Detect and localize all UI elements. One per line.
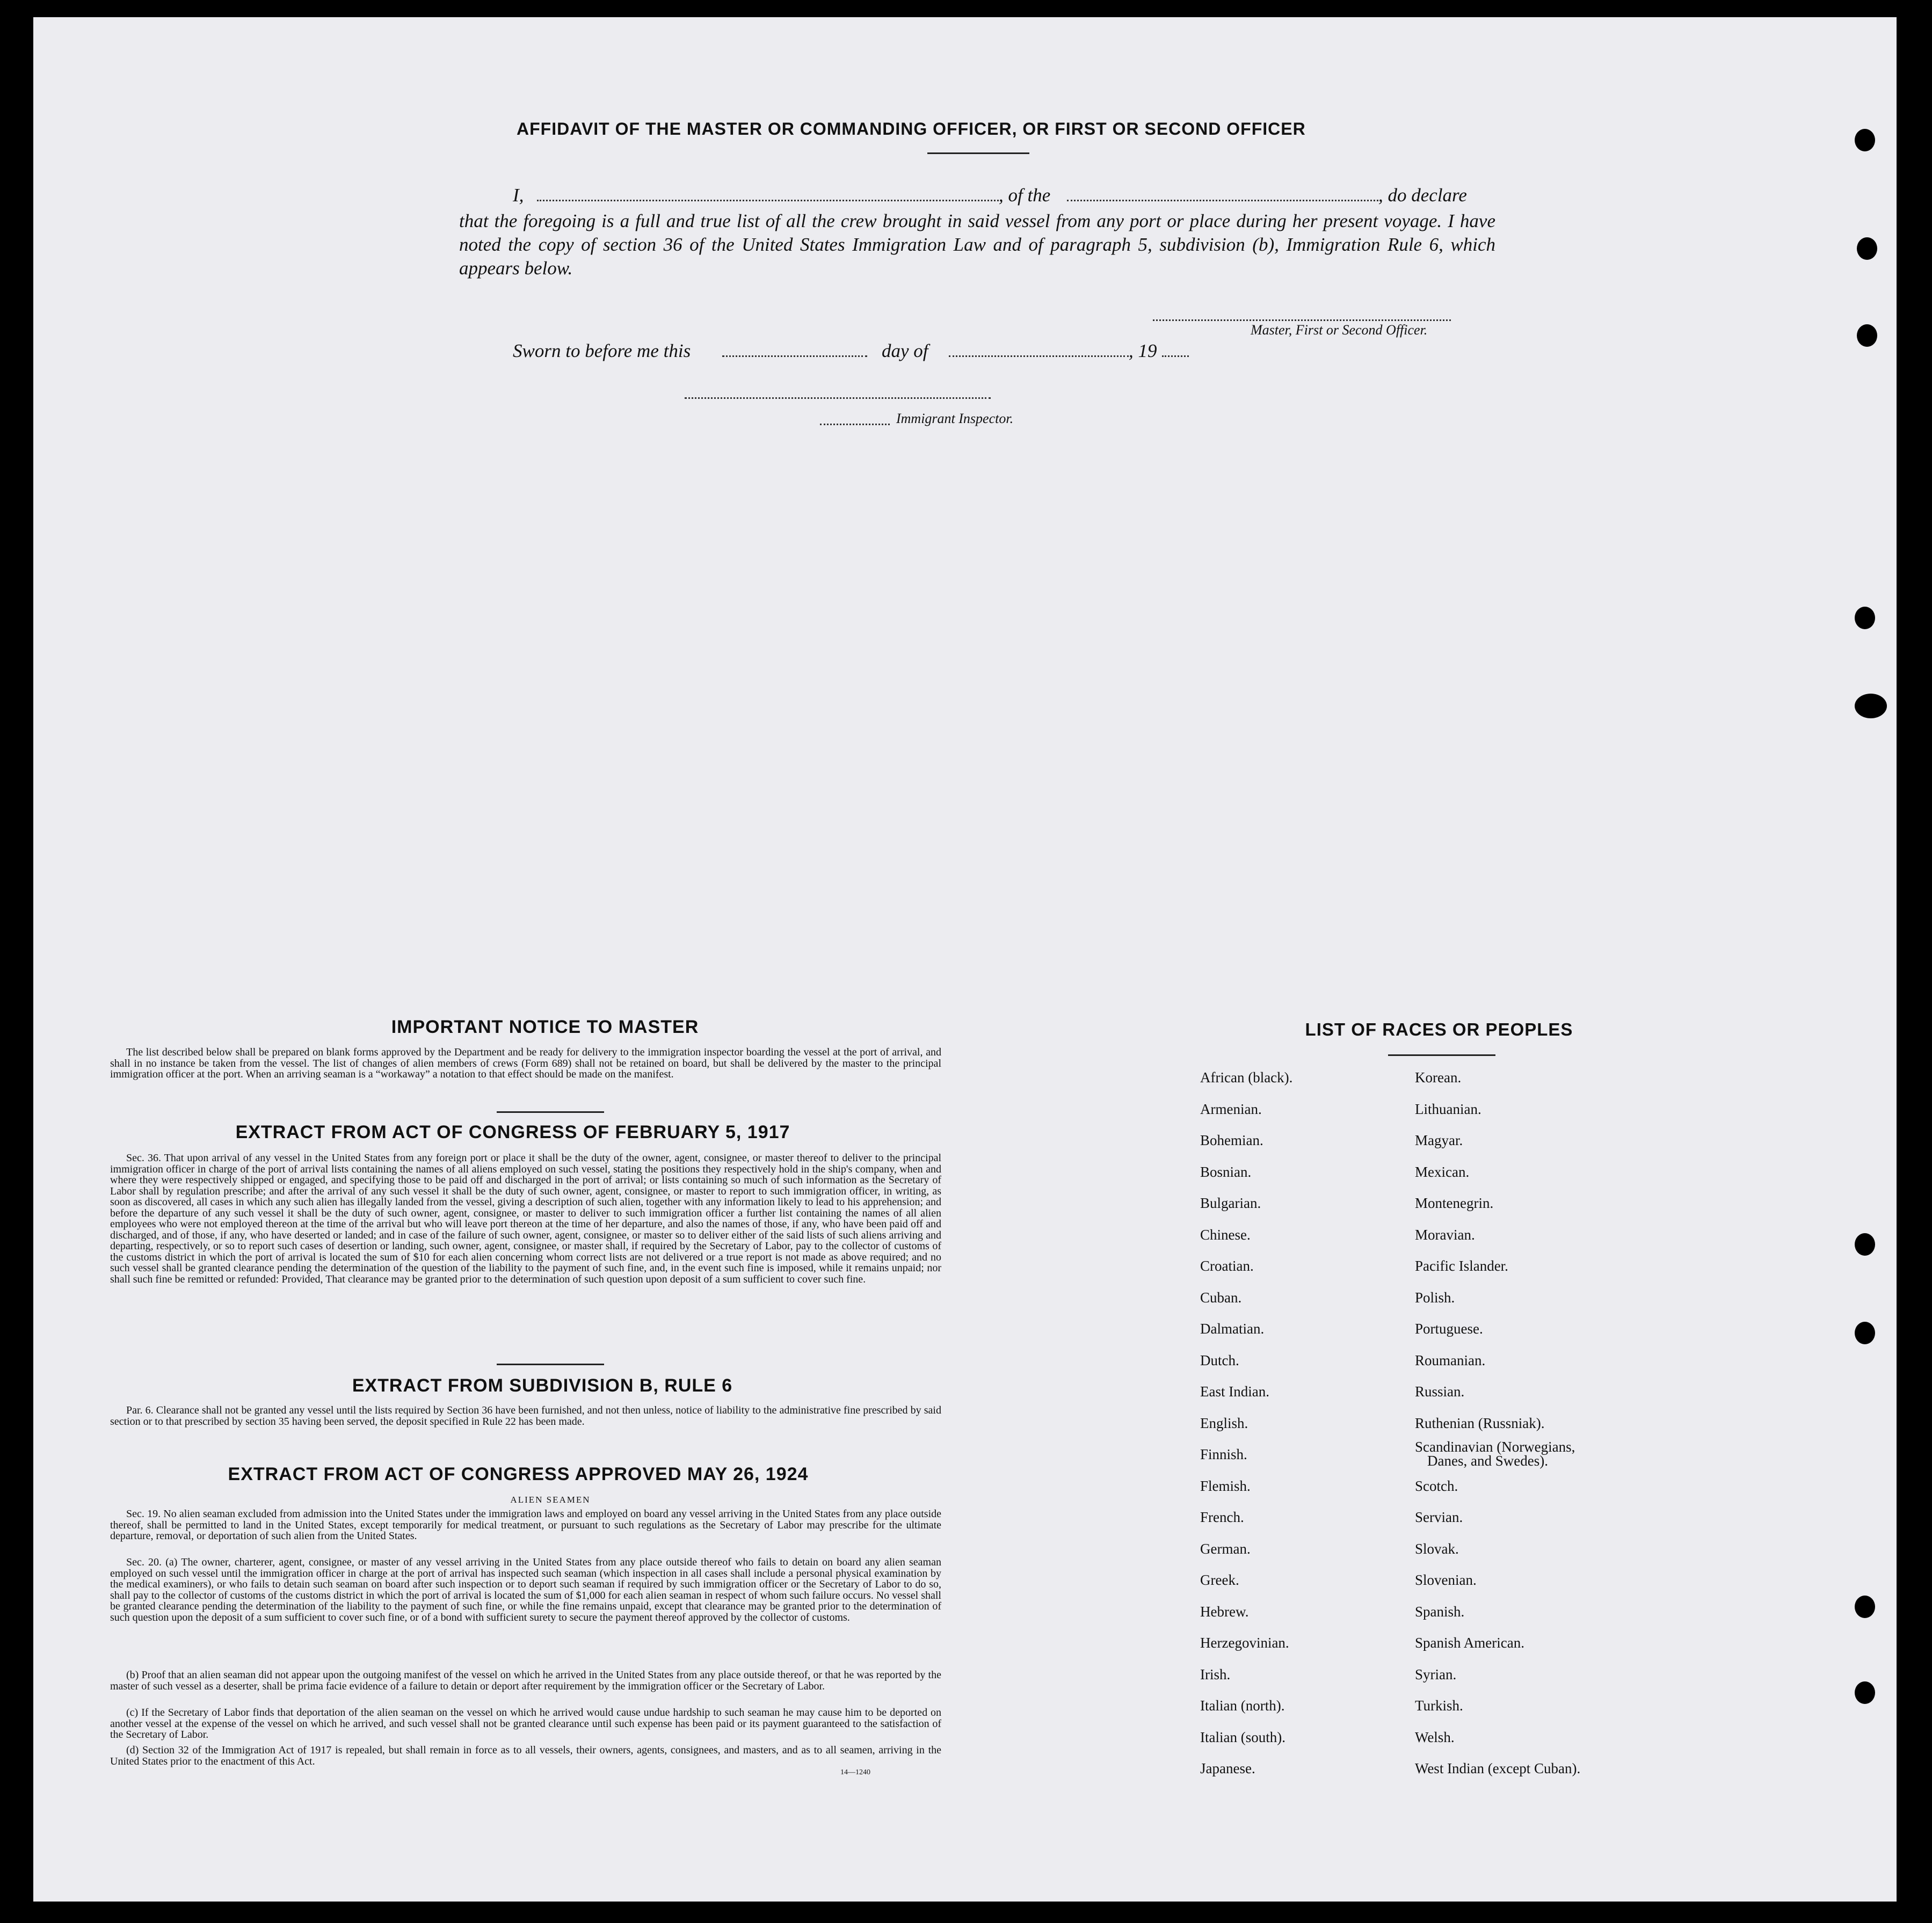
affidavit-declare-label: , do declare <box>1378 185 1467 206</box>
extract-1924-sec20a: Sec. 20. (a) The owner, charterer, agent, consignee, or master of any vessel arriving in the United States from any place outside thereof who fails to detain on board any alien seaman employed on such vessel until the immigration officer in charge at the port of arrival has inspected such seaman (which inspection in all cases shall include a personal physical examination by the medical examiners), or who fails to detain such seaman on board after such inspection or to deport such seaman if required by such immigration officer or the Secretary of Labor to do so, shall pay to the collector of customs of the customs district in which the port of arrival is located the sum of $1,000 for each alien seaman in respect of whom such failure occurs. No vessel shall be granted clearance pending the determination of the liability to the payment of such fine, or while the fine remains unpaid, except that clearance may be granted prior to the determination of such question upon the deposit of a sum sufficient to cover such fine, or of a bond with sufficient surety to secure the payment thereof approved by the collector of customs. <box>110 1556 941 1623</box>
sworn-month-blank[interactable] <box>949 355 1129 357</box>
race-item: Cuban. <box>1200 1290 1242 1306</box>
race-item: Armenian. <box>1200 1101 1262 1117</box>
extract-1924-sec20c: (c) If the Secretary of Labor finds that deportation of the alien seaman on the vessel on which he arrived would cause undue hardship to such seaman he may cause him to be deported on another vessel at the expense of the vessel on which he arrived, and such vessel shall not be granted clearance until such expense has been paid or its payment guaranteed to the satisfaction of the Secretary of Labor. <box>110 1707 941 1740</box>
races-title: LIST OF RACES OR PEOPLES <box>1305 1019 1573 1039</box>
race-item: Slovenian. <box>1415 1572 1477 1588</box>
race-item: Moravian. <box>1415 1227 1475 1243</box>
affidavit-i-label: I, <box>513 185 524 206</box>
race-item: East Indian. <box>1200 1383 1269 1400</box>
race-item: Lithuanian. <box>1415 1101 1481 1117</box>
sworn-prefix: Sworn to before me this <box>513 340 691 361</box>
race-item: Chinese. <box>1200 1227 1251 1243</box>
punch-hole <box>1857 237 1877 260</box>
vessel-blank[interactable] <box>1067 200 1378 201</box>
race-item: Italian (south). <box>1200 1729 1285 1745</box>
race-item: Dalmatian. <box>1200 1321 1265 1337</box>
race-item: Syrian. <box>1415 1666 1457 1682</box>
race-item: Montenegrin. <box>1415 1195 1494 1211</box>
punch-hole <box>1855 129 1875 151</box>
race-item: Polish. <box>1415 1290 1455 1306</box>
punch-hole <box>1855 1322 1875 1344</box>
extract-1924-subtitle: ALIEN SEAMEN <box>510 1495 591 1505</box>
notice-text: The list described below shall be prepared on blank forms approved by the Department and be ready for delivery to the immigration inspector boarding the vessel at the port of arrival, and shall in no instance be taken from the vessel. The list of changes of alien members of crews (Form 689) shall not be retained on board, but shall be delivered by the master to the principal immigration officer at the port. When an arriving seaman is a “workaway” a notation to that effect should be made on the manifest. <box>110 1046 941 1080</box>
inspector-signature-line[interactable] <box>685 397 991 399</box>
races-rule <box>1388 1054 1495 1056</box>
rule6-title: EXTRACT FROM SUBDIVISION B, RULE 6 <box>352 1375 733 1396</box>
name-blank[interactable] <box>537 200 999 201</box>
race-item: Flemish. <box>1200 1478 1251 1494</box>
race-item: Scandinavian (Norwegians, <box>1415 1439 1575 1455</box>
rule6-text: Par. 6. Clearance shall not be granted any vessel until the lists required by Section 36 have been furnished, and not then unless, notice of liability to the administrative fine prescribed by said section or to that prescribed by section 35 having been served, the deposit specified in Rule 22 has been made. <box>110 1404 941 1427</box>
race-item: Mexican. <box>1415 1164 1470 1180</box>
title-rule <box>927 152 1029 154</box>
race-item: Slovak. <box>1415 1541 1459 1557</box>
sworn-year-blank[interactable] <box>1162 355 1189 357</box>
race-item: Finnish. <box>1200 1446 1247 1462</box>
race-item: French. <box>1200 1509 1244 1525</box>
race-item: Scotch. <box>1415 1478 1458 1494</box>
extract-1917-text: Sec. 36. That upon arrival of any vessel in the United States from any foreign port or place it shall be the duty of the owner, agent, consignee, or master thereof to deliver to the principal immigration officer in charge of the port of arrival lists containing the names of all aliens employed on such vessel, stating the positions they respectively hold in the ship's company, when and where they were respectively shipped or engaged, and specifying those to be paid off and discharged in the port of arrival; or lists containing so much of such information as the Secretary of Labor shall by regulation prescribe; and after the arrival of any such vessel it shall be the duty of such owner, agent, consignee, or master to report to such immigration officer, in writing, as soon as discovered, all cases in which any such alien has illegally landed from the vessel, giving a description of such alien, together with any information likely to lead to his apprehension; and before the departure of any such vessel it shall be the duty of such owner, agent, consignee, or master to deliver to such immigration officer a further list containing the names of all alien employees who were not employed thereon at the time of the arrival but who will leave port thereon at the time of her departure, and also the names of those, if any, who have been paid off and discharged, and of those, if any, who have deserted or landed; and in case of the failure of such owner, agent, consignee, or master so to deliver either of the said lists of such aliens arriving and departing, respectively, or so to report such cases of desertion or landing, such owner, agent, consignee, or master shall, if required by the Secretary of Labor, pay to the collector of customs of the customs district in which the port of arrival is located the sum of $10 for each alien concerning whom correct lists are not delivered or a true report is not made as above required; and no such vessel shall be granted clearance pending the determination of the question of the liability to the payment of such fine, and, in the event such fine is imposed, while it remains unpaid; nor shall such fine be remitted or refunded: Provided, That clearance may be granted prior to the determination of such question upon deposit of a sum sufficient to cover such fine. <box>110 1152 941 1285</box>
race-item: Pacific Islander. <box>1415 1258 1508 1274</box>
race-item: Turkish. <box>1415 1698 1463 1714</box>
race-item: Spanish American. <box>1415 1635 1524 1651</box>
race-item: Spanish. <box>1415 1604 1465 1620</box>
race-item: German. <box>1200 1541 1251 1557</box>
inspector-prefix-line <box>820 424 890 425</box>
race-item: Welsh. <box>1415 1729 1455 1745</box>
extract-1924-sec19: Sec. 19. No alien seaman excluded from admission into the United States under the immigration laws and employed on board any vessel arriving in the United States from any place outside thereof, shall be permitted to land in the United States, except temporarily for medical treatment, or pursuant to such regulations as the Secretary of Labor may prescribe for the ultimate departure, removal, or deportation of such alien from the United States. <box>110 1508 941 1542</box>
document-page <box>33 17 1897 1902</box>
race-item: Servian. <box>1415 1509 1463 1525</box>
race-item: Irish. <box>1200 1666 1231 1682</box>
form-number: 14—1240 <box>840 1768 870 1776</box>
punch-hole <box>1857 324 1877 347</box>
race-item: English. <box>1200 1415 1248 1431</box>
extract-1924-sec20d: (d) Section 32 of the Immigration Act of 1917 is repealed, but shall remain in force as to all vessels, their owners, agents, consignees, and masters, and as to all seamen, arriving in the United States prior to the enactment of this Act. <box>110 1744 941 1767</box>
race-item: Danes, and Swedes). <box>1427 1453 1548 1469</box>
punch-hole <box>1855 1596 1875 1618</box>
notice-rule <box>497 1111 604 1113</box>
extract-1924-title: EXTRACT FROM ACT OF CONGRESS APPROVED MAY 26, 1924 <box>228 1464 809 1484</box>
race-item: Korean. <box>1415 1069 1462 1086</box>
race-item: African (black). <box>1200 1069 1293 1086</box>
race-item: Bosnian. <box>1200 1164 1252 1180</box>
affidavit-title: AFFIDAVIT OF THE MASTER OR COMMANDING OFFICER, OR FIRST OR SECOND OFFICER <box>517 119 1306 139</box>
punch-hole <box>1855 1233 1875 1256</box>
race-item: Croatian. <box>1200 1258 1254 1274</box>
race-item: Herzegovinian. <box>1200 1635 1289 1651</box>
race-item: West Indian (except Cuban). <box>1415 1760 1581 1776</box>
punch-hole <box>1855 694 1887 718</box>
extract-1924-sec20b: (b) Proof that an alien seaman did not appear upon the outgoing manifest of the vessel on which he arrived in the United States from any place outside thereof, or that he was reported by the master of such vessel as a deserter, shall be prima facie evidence of a failure to detain or deport after requirement by the immigration officer or the Secretary of Labor. <box>110 1669 941 1692</box>
race-item: Bohemian. <box>1200 1132 1263 1148</box>
affidavit-of-the-label: , of the <box>999 185 1051 206</box>
race-item: Russian. <box>1415 1383 1465 1400</box>
punch-hole <box>1855 607 1875 629</box>
master-signature-label: Master, First or Second Officer. <box>1251 322 1428 338</box>
master-signature-line[interactable] <box>1153 319 1451 321</box>
extract-1917-title: EXTRACT FROM ACT OF CONGRESS OF FEBRUARY 5, 1917 <box>235 1122 790 1142</box>
race-item: Hebrew. <box>1200 1604 1249 1620</box>
punch-hole <box>1855 1681 1875 1704</box>
race-item: Bulgarian. <box>1200 1195 1261 1211</box>
sworn-day-label: day of <box>882 340 928 361</box>
race-item: Italian (north). <box>1200 1698 1285 1714</box>
race-item: Dutch. <box>1200 1352 1239 1368</box>
sworn-year-label: , 19 <box>1129 340 1157 361</box>
extract-1917-rule <box>497 1364 604 1365</box>
race-item: Magyar. <box>1415 1132 1463 1148</box>
race-item: Ruthenian (Russniak). <box>1415 1415 1545 1431</box>
notice-title: IMPORTANT NOTICE TO MASTER <box>391 1017 699 1037</box>
race-item: Roumanian. <box>1415 1352 1486 1368</box>
race-item: Greek. <box>1200 1572 1239 1588</box>
affidavit-body: that the foregoing is a full and true list of all the crew brought in said vessel from any port or place during her present voyage. I have noted the copy of section 36 of the United States Immigration Law and of paragraph 5, subdivision (b), Immigration Rule 6, which appears below. <box>459 210 1495 279</box>
race-item: Portuguese. <box>1415 1321 1483 1337</box>
race-item: Japanese. <box>1200 1760 1255 1776</box>
inspector-label: Immigrant Inspector. <box>896 411 1014 426</box>
sworn-day-blank[interactable] <box>722 355 867 357</box>
